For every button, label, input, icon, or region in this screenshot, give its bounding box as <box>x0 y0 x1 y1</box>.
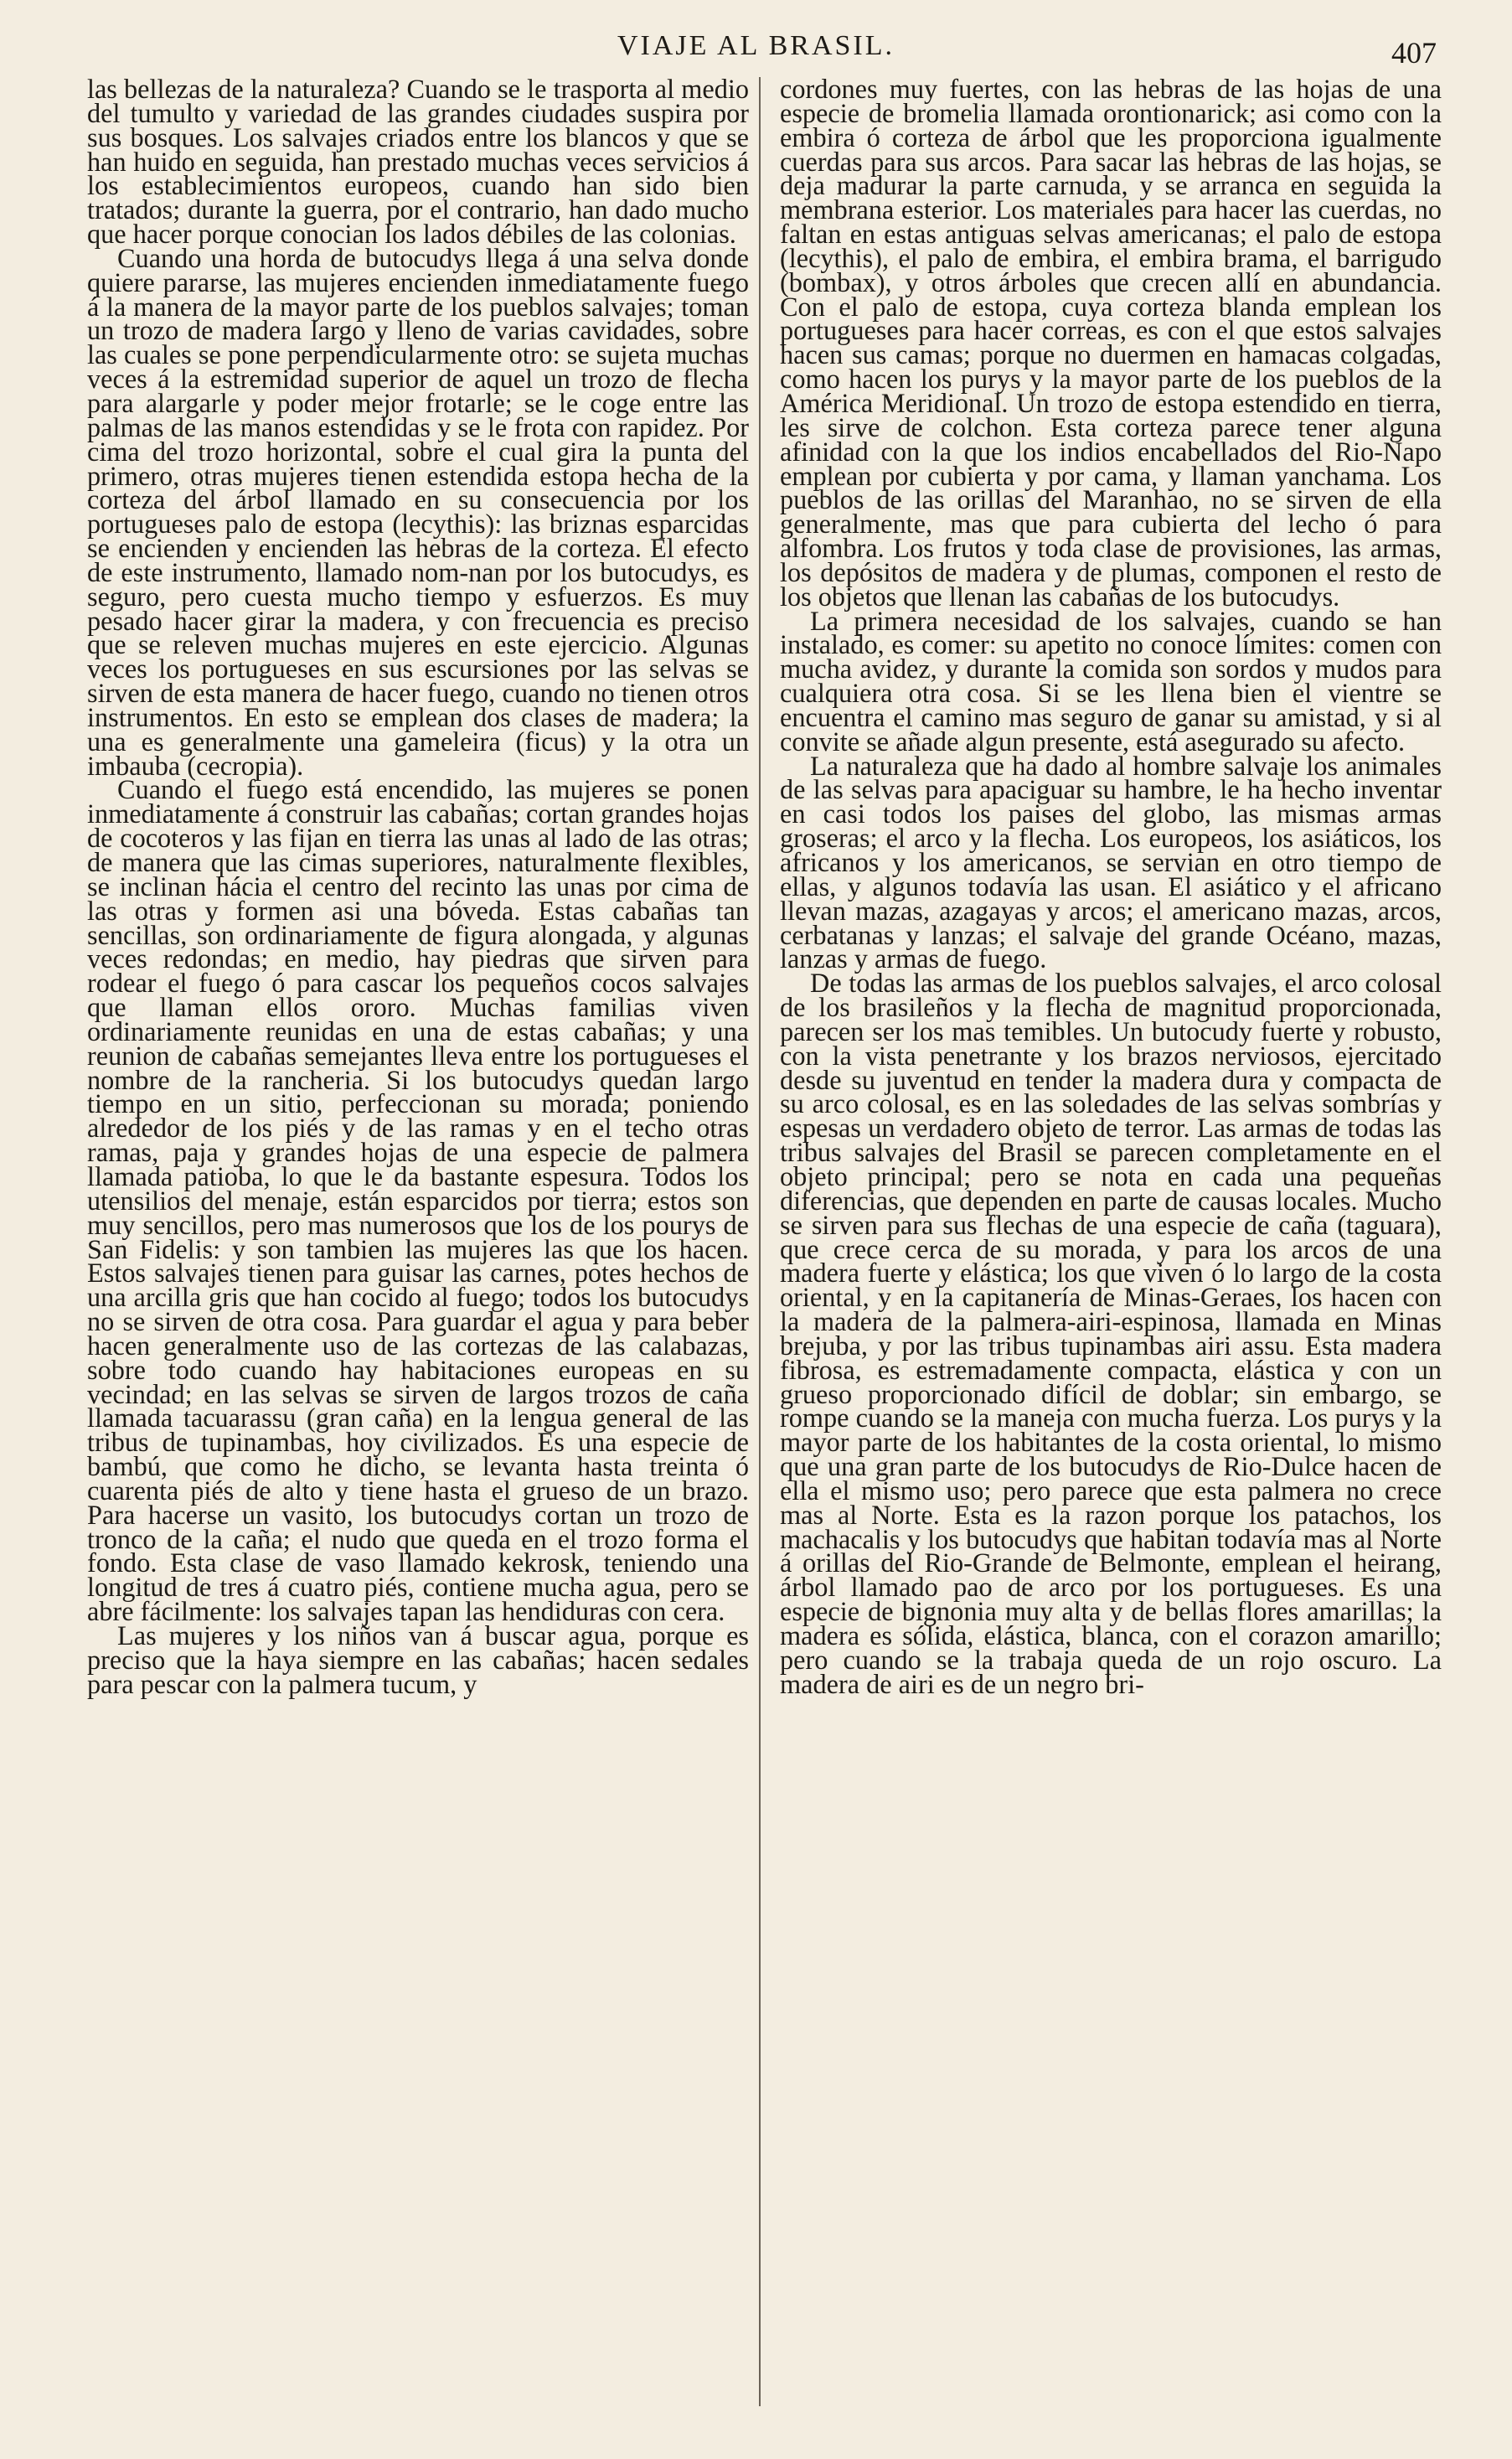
left-column <box>87 74 749 1699</box>
paragraph: Cuando el fuego está encendido, las mujeres se ponen inmediatamente á construir las cabañas; cortan grandes hojas de cocoteros y las fijan en tierra las unas al lado de las otras; de manera que las cimas superiores, naturalmente flexibles, se inclinan hácia el centro del recinto las unas por cima de las otras y formen asi una bóveda. Estas cabañas tan sencillas, son ordinariamente de figura alongada, y algunas veces redondas; en medio, hay piedras que sirven para rodear el fuego ó para cascar los pequeños cocos salvajes que llaman ellos ororo. Muchas familias viven ordinariamente reunidas en una de estas cabañas; y una reunion de cabañas semejantes lleva entre los portugueses el nombre de la rancheria. Si los butocudys quedan largo tiempo en un sitio, perfeccionan su morada; poniendo alrededor de los piés y de las ramas y en el techo otras ramas, paja y grandes hojas de una especie de palmera llamada patioba, lo que le da bastante espesura. Todos los utensilios del menaje, están esparcidos por tierra; estos son muy sencillos, pero mas numerosos que los de los pourys de San Fidelis: y son tambien las mujeres las que los hacen. Estos salvajes tienen para guisar las carnes, potes hechos de una arcilla gris que han cocido al fuego; todos los butocudys no se sirven de otra cosa. Para guardar el agua y para beber hacen generalmente uso de las cortezas de las calabazas, sobre todo cuando hay habitaciones europeas en su vecindad; en las selvas se sirven de largos trozos de caña llamada tacuarassu (gran caña) en la lengua general de las tribus de tupinambas, hoy civilizados. Es una especie de bambú, que como he dicho, se levanta hasta treinta ó cuarenta piés de alto y tiene hasta el grueso de un brazo. Para hacerse un vasito, los butocudys cortan un trozo de tronco de la caña; el nudo que queda en el trozo forma el fondo. Esta clase de vaso llamado kekrosk, teniendo una longitud de tres á cuatro piés, contiene mucha agua, pero se abre fácilmente: los salvajes tapan las hendiduras con cera. <box>87 774 749 1627</box>
paragraph: De todas las armas de los pueblos salvajes, el arco colosal de los brasileños y la flecha de magnitud proporcionada, parecen ser los mas temibles. Un butocudy fuerte y robusto, con la vista penetrante y los brazos nerviosos, ejercitado desde su juventud en tender la madera dura y compacta de su arco colosal, es en las soledades de las selvas sombrías y espesas un verdadero objeto de terror. Las armas de todas las tribus salvajes del Brasil se parecen completamente en el objeto principal; pero se nota en cada una pequeñas diferencias, que dependen en parte de causas locales. Mucho se sirven para sus flechas de una especie de caña (taguara), que crece cerca de su morada, y para los arcos de una madera fuerte y elástica; los que viven ó lo largo de la costa oriental, y en la capitanería de Minas-Geraes, los hacen con la madera de la palmera-airi-espinosa, llamada en Minas brejuba, y por las tribus tupinambas airi assu. Esta madera fibrosa, es estremadamente compacta, elástica y con un grueso proporcionado difícil de doblar; sin embargo, se rompe cuando se la maneja con mucha fuerza. Los purys y la mayor parte de los habitantes de la costa oriental, lo mismo que una gran parte de los butocudys de Rio-Dulce hacen de ella el mismo uso; pero parece que esta palmera no crece mas al Norte. Esta es la razon porque los patachos, los machacalis y los butocudys que habitan todavía mas al Norte á orillas del Rio-Grande de Belmonte, emplean el heirang, árbol llamado pao de arco por los portugueses. Es una especie de bignonia muy alta y de bellas flores amarillas; la madera es sólida, elástica, blanca, con el corazon amarillo; pero cuando se la trabaja queda de un rojo oscuro. La madera de airi es de un negro bri- <box>780 968 1442 1699</box>
paragraph: las bellezas de la naturaleza? Cuando se le trasporta al medio del tumulto y variedad de las grandes ciudades suspira por sus bosques. Los salvajes criados entre los blancos y que se han huido en seguida, han prestado muchas veces servicios á los establecimientos europeos, cuando han sido bien tratados; durante la guerra, por el contrario, han dado mucho que hacer porque conocian los lados débiles de las colonias. <box>87 74 749 250</box>
paragraph: Cuando una horda de butocudys llega á una selva donde quiere pararse, las mujeres encienden inmediatamente fuego á la manera de la mayor parte de los pueblos salvajes; toman un trozo de madera largo y lleno de varias cavidades, sobre las cuales se pone perpendicularmente otro: se sujeta muchas veces á la estremidad superior de aquel un trozo de flecha para alargarle y poder mejor frotarle; se le coge entre las palmas de las manos estendidas y se le frota con rapidez. Por cima del trozo horizontal, sobre el cual gira la punta del primero, otras mujeres tienen estendida estopa hecha de la corteza del árbol llamado en su consecuencia por los portugueses palo de estopa (lecythis): las briznas esparcidas se encienden y encienden las hebras de la corteza. El efecto de este instrumento, llamado nom-nan por los butocudys, es seguro, pero cuesta mucho tiempo y esfuerzos. Es muy pesado hacer girar la madera, y con frecuencia es preciso que se releven muchas mujeres en este ejercicio. Algunas veces los portugueses en sus escursiones por las selvas se sirven de esta manera de hacer fuego, cuando no tienen otros instrumentos. En esto se emplean dos clases de madera; la una es generalmente una gameleira (ficus) y la otra un imbauba (cecropia). <box>87 242 749 781</box>
paragraph: cordones muy fuertes, con las hebras de las hojas de una especie de bromelia llamada orontionarick; asi como con la embira ó corteza de árbol que les proporciona igualmente cuerdas para sus arcos. Para sacar las hebras de las hojas, se deja madurar la parte carnuda, y se arranca en seguida la membrana esterior. Los materiales para hacer las cuerdas, no faltan en estas antiguas selvas americanas; el palo de estopa (lecythis), el palo de embira, el embira brama, el barrigudo (bombax), y otros árboles que crecen allí en abundancia. Con el palo de estopa, cuya corteza blanda emplean los portugueses para hacer correas, es con el que estos salvajes hacen sus camas; porque no duermen en hamacas colgadas, como hacen los purys y la mayor parte de los pueblos de la América Meridional. Un trozo de estopa estendido en tierra, les sirve de colchon. Esta corteza parece tener alguna afinidad con la que los indios encabellados del Rio-Napo emplean por cubierta y por cama, y llaman yanchama. Los pueblos de las orillas del Maranhao, no se sirven de ella generalmente, mas que para cubierta del lecho ó para alfombra. Los frutos y toda clase de provisiones, las armas, los depósitos de madera y de plumas, componen el resto de los objetos que llenan las cabañas de los butocudys. <box>780 74 1442 612</box>
paragraph: La naturaleza que ha dado al hombre salvaje los animales de las selvas para apaciguar su hambre, le ha hecho inventar en casi todos los paises del globo, las mismas armas groseras; el arco y la flecha. Los europeos, los asiáticos, los africanos y los americanos, se servian en otro tiempo de ellas, y algunos todavía las usan. El asiático y el africano llevan mazas, azagayas y arcos; el americano mazas, arcos, cerbatanas y lanzas; el salvaje del grande Océano, mazas, lanzas y armas de fuego. <box>780 750 1442 974</box>
running-title: VIAJE AL BRASIL. <box>617 30 895 61</box>
page-number: 407 <box>1391 36 1437 70</box>
column-divider <box>759 77 761 2406</box>
paragraph: Las mujeres y los niños van á buscar agua, porque es preciso que la haya siempre en las cabañas; hacen sedales para pescar con la palmera tucum, y <box>87 1620 749 1699</box>
right-column <box>780 74 1442 1699</box>
paragraph: La primera necesidad de los salvajes, cuando se han instalado, es comer: su apetito no conoce límites: comen con mucha avidez, y durante la comida son sordos y mudos para cualquiera otra cosa. Si se les llena bien el vientre se encuentra el camino mas seguro de ganar su amistad, y si al convite se añade algun presente, está asegurado su afecto. <box>780 605 1442 757</box>
page-header <box>0 25 1512 75</box>
